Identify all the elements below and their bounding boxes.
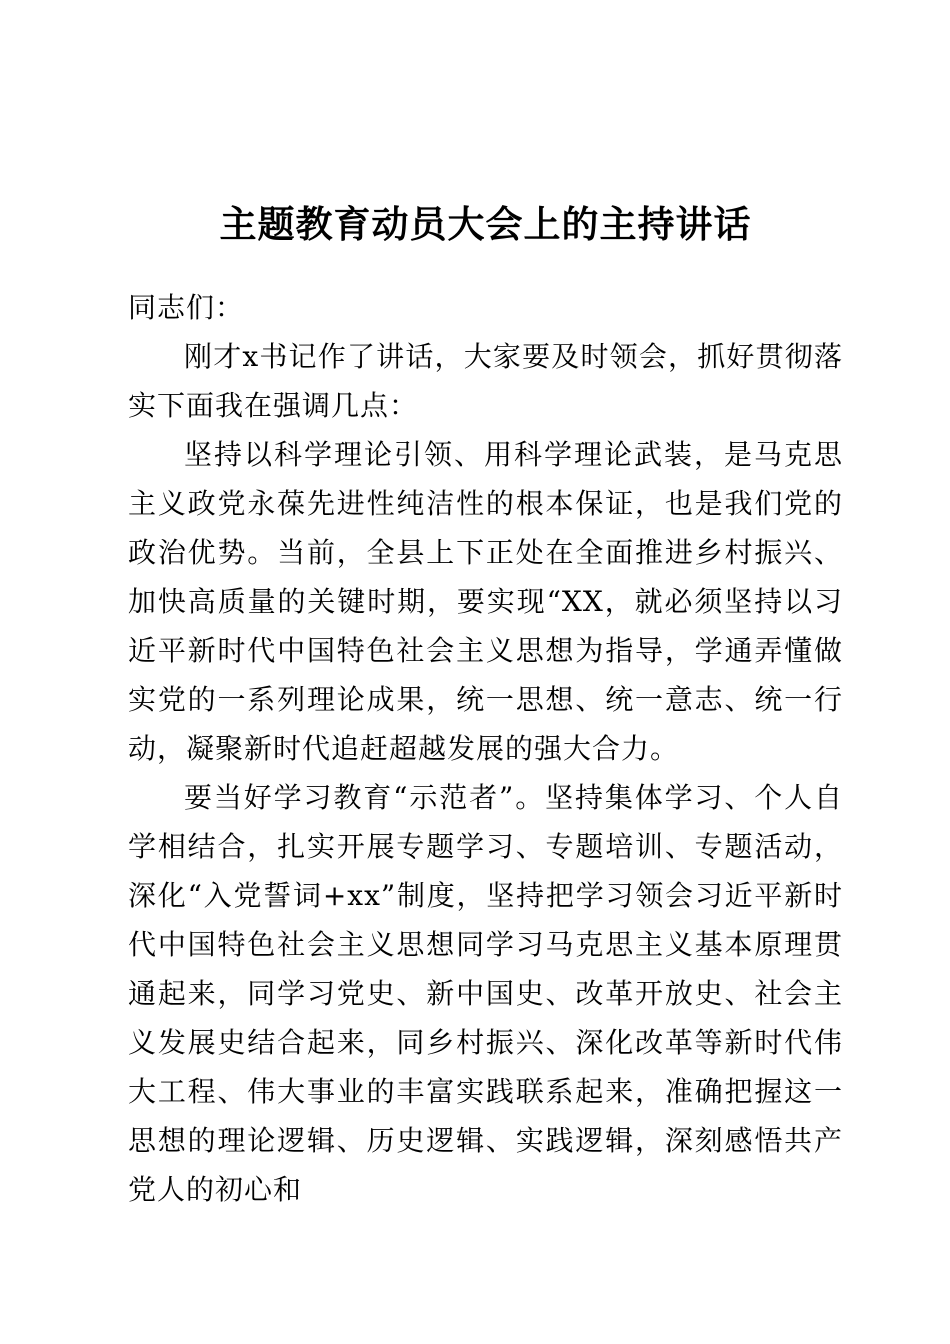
document-title: 主题教育动员大会上的主持讲话 (219, 203, 752, 246)
paragraph-salutation: 同志们： (128, 291, 245, 325)
paragraph-study: 要当好学习教育“示范者”。坚持集体学习、个人自学相结合，扎实开展专题学习、专题培训、专题活动，深化“入党誓词+xx”制度，坚持把学习领会习近平新时代中国特色社会主义思想同学习马克思主义基本原理贯通起来，同学习党史、新中国史、改革开放史、社会主义发展史结合起来，同乡村振兴、深化改革等新时代伟大工程、伟大事业的丰富实践联系起来，准确把握这一思想的理论逻辑、历史逻辑、实践逻辑，深刻感悟共产党人的初心和 (128, 781, 843, 1207)
paragraph-intro: 刚才x书记作了讲话，大家要及时领会，抓好贯彻落实下面我在强调几点： (128, 340, 843, 423)
document-body (128, 283, 843, 1214)
paragraph-theory: 坚持以科学理论引领、用科学理论武装，是马克思主义政党永葆先进性纯洁性的根本保证，也是我们党的政治优势。当前，全县上下正处在全面推进乡村振兴、加快高质量的关键时期，要实现“XX，就必须坚持以习近平新时代中国特色社会主义思想为指导，学通弄懂做实党的一系列理论成果，统一思想、统一意志、统一行动，凝聚新时代追赶超越发展的强大合力。 (128, 438, 843, 766)
